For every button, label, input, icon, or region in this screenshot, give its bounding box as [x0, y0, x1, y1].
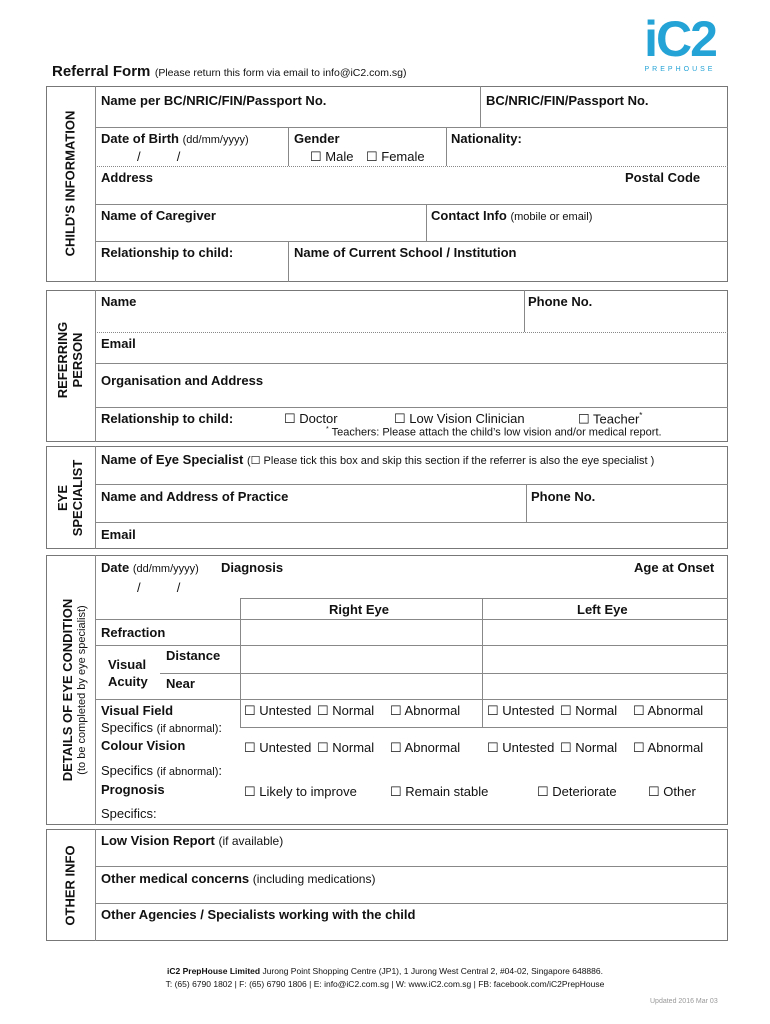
right-eye-header: Right Eye: [329, 602, 389, 617]
near-label: Near: [166, 676, 195, 691]
prognosis-stable-checkbox[interactable]: ☐ Remain stable: [390, 784, 489, 799]
referrer-name-label: Name: [101, 294, 137, 309]
prognosis-specifics: Specifics:: [101, 806, 157, 821]
referrer-section-label: REFERRING PERSON: [55, 321, 85, 399]
condition-date-label: Date (dd/mm/yyyy): [101, 560, 199, 575]
vf-left-untested[interactable]: ☐ Untested: [487, 703, 555, 718]
male-checkbox[interactable]: ☐ Male: [310, 149, 354, 164]
child-id-label: BC/NRIC/FIN/Passport No.: [486, 93, 649, 108]
dob-slashes: / /: [137, 149, 181, 164]
child-section-label: CHILD'S INFORMATION: [62, 110, 78, 257]
diagnosis-label: Diagnosis: [221, 560, 284, 575]
condition-date-slashes: / /: [137, 580, 181, 595]
dob-label: Date of Birth (dd/mm/yyyy): [101, 131, 249, 146]
cv-left-normal[interactable]: ☐ Normal: [560, 740, 618, 755]
eye-specialist-section-label: EYE SPECIALIST: [55, 459, 85, 537]
refraction-label: Refraction: [101, 625, 166, 640]
logo: [638, 12, 722, 73]
cv-left-untested[interactable]: ☐ Untested: [487, 740, 555, 755]
female-checkbox[interactable]: ☐ Female: [366, 149, 425, 164]
visual-field-label: Visual Field: [101, 703, 174, 718]
subtitle-text: (Please return this form via email to info@iC2.com.sg): [154, 67, 407, 79]
postal-code-label: Postal Code: [625, 170, 701, 185]
other-agencies-label: Other Agencies / Specialists working with the child: [101, 907, 416, 922]
specialist-email-label: Email: [101, 527, 136, 542]
visual-label: Visual: [108, 657, 147, 672]
caregiver-label: Name of Caregiver: [101, 208, 216, 223]
vf-left-abnormal[interactable]: ☐ Abnormal: [633, 703, 704, 718]
footer-address: iC2 PrepHouse Limited Jurong Point Shopping Centre (JP1), 1 Jurong West Central 2, #04-02, Singapore 648886.: [167, 966, 603, 976]
cv-right-abnormal[interactable]: ☐ Abnormal: [390, 740, 461, 755]
footer-updated: Updated 2016 Mar 03: [650, 998, 718, 1005]
cv-right-normal[interactable]: ☐ Normal: [317, 740, 375, 755]
colour-vision-specifics: Specifics (if abnormal):: [101, 763, 223, 778]
cv-left-abnormal[interactable]: ☐ Abnormal: [633, 740, 704, 755]
organisation-label: Organisation and Address: [101, 373, 264, 388]
school-label: Name of Current School / Institution: [294, 245, 517, 260]
specialist-phone-label: Phone No.: [531, 489, 596, 504]
low-vision-report-label: Low Vision Report (if available): [101, 833, 284, 848]
cv-right-untested[interactable]: ☐ Untested: [244, 740, 312, 755]
vf-right-normal[interactable]: ☐ Normal: [317, 703, 375, 718]
doctor-checkbox[interactable]: ☐ Doctor: [284, 411, 338, 426]
referrer-relationship-label: Relationship to child:: [101, 411, 234, 426]
prognosis-other-checkbox[interactable]: ☐ Other: [648, 784, 696, 799]
eye-condition-section-label: DETAILS OF EYE CONDITION (to be completed by eye specialist): [60, 598, 88, 782]
referrer-email-label: Email: [101, 336, 136, 351]
title-text: Referral Form: [52, 63, 151, 80]
colour-vision-label: Colour Vision: [101, 738, 186, 753]
medical-concerns-label: Other medical concerns (including medications): [101, 871, 376, 886]
vf-right-abnormal[interactable]: ☐ Abnormal: [390, 703, 461, 718]
child-name-label: Name per BC/NRIC/FIN/Passport No.: [101, 93, 327, 108]
vf-right-untested[interactable]: ☐ Untested: [244, 703, 312, 718]
other-info-section-label: OTHER INFO: [62, 845, 78, 926]
distance-label: Distance: [166, 648, 221, 663]
gender-label: Gender: [294, 131, 340, 146]
left-eye-header: Left Eye: [577, 602, 628, 617]
footer-contact: T: (65) 6790 1802 | F: (65) 6790 1806 | E: info@iC2.com.sg | W: www.iC2.com.sg | FB: facebook.com/iC2PrepHouse: [165, 979, 605, 989]
referrer-phone-label: Phone No.: [528, 294, 593, 309]
eye-specialist-name-label: Name of Eye Specialist (☐ Please tick this box and skip this section if the referrer is also the eye specialist ): [101, 452, 655, 467]
prognosis-label: Prognosis: [101, 782, 165, 797]
acuity-label: Acuity: [108, 674, 148, 689]
practice-label: Name and Address of Practice: [101, 489, 289, 504]
teacher-checkbox[interactable]: ☐ Teacher*: [578, 411, 643, 427]
teacher-note: * Teachers: Please attach the child’s low vision and/or medical report.: [326, 426, 662, 439]
age-at-onset-label: Age at Onset: [634, 560, 715, 575]
logo-subtext: PREPHOUSE: [644, 66, 716, 73]
prognosis-deteriorate-checkbox[interactable]: ☐ Deteriorate: [537, 784, 617, 799]
logo-mark: iC2: [644, 11, 716, 67]
prognosis-likely-checkbox[interactable]: ☐ Likely to improve: [244, 784, 357, 799]
child-relationship-label: Relationship to child:: [101, 245, 234, 260]
nationality-label: Nationality:: [451, 131, 522, 146]
form-title: [52, 63, 407, 81]
visual-field-specifics: Specifics (if abnormal):: [101, 720, 223, 735]
contact-info-label: Contact Info (mobile or email): [431, 208, 593, 223]
address-label: Address: [101, 170, 154, 185]
low-vision-clinician-checkbox[interactable]: ☐ Low Vision Clinician: [394, 411, 525, 426]
vf-left-normal[interactable]: ☐ Normal: [560, 703, 618, 718]
